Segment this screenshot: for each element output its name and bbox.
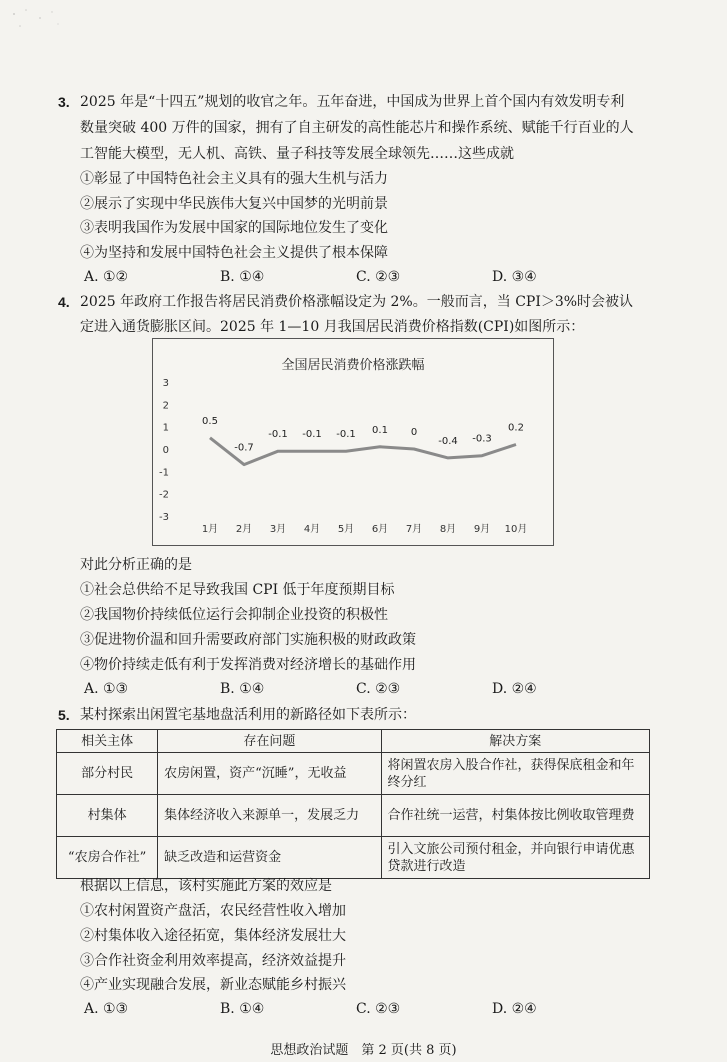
option-b[interactable]: B. ①④: [220, 1001, 265, 1017]
table-cell: 集体经济收入来源单一，发展乏力: [158, 795, 381, 837]
y-axis: [159, 378, 169, 523]
statement: ②展示了实现中华民族伟大复兴中国梦的光明前景: [80, 196, 388, 212]
statement: ②村集体收入途径拓宽，集体经济发展壮大: [80, 928, 346, 944]
option-a[interactable]: A. ①③: [84, 681, 129, 697]
data-label: 0.1: [372, 424, 388, 436]
x-tick-label: 8月: [439, 524, 457, 535]
y-tick-label: 2: [162, 400, 169, 412]
x-tick-label: 6月: [371, 524, 389, 535]
table-row: [57, 837, 650, 879]
table-header: 解决方案: [381, 730, 649, 753]
x-tick-label: 2月: [235, 524, 253, 535]
table-header: 相关主体: [57, 730, 158, 753]
table-cell: “农房合作社”: [57, 837, 158, 879]
data-label: 0.2: [508, 422, 524, 434]
question-text-line: 数量突破 400 万件的国家，拥有了自主研发的高性能芯片和操作系统、赋能千行百业的人: [80, 120, 634, 136]
cpi-chart: [152, 338, 554, 546]
page-footer: 思想政治试题 第 2 页(共 8 页): [270, 1043, 457, 1058]
option-c[interactable]: C. ②③: [356, 681, 401, 697]
statement: ③表明我国作为发展中国家的国际地位发生了变化: [80, 220, 388, 236]
option-b[interactable]: B. ①④: [220, 681, 265, 697]
y-tick-label: 3: [162, 378, 169, 389]
x-tick-label: 4月: [303, 524, 321, 535]
question-text-line: 定进入通货膨胀区间。2025 年 1—10 月我国居民消费价格指数(CPI)如图所示：: [80, 319, 585, 335]
table-cell: 引入文旅公司预付租金，并向银行申请优惠贷款进行改造: [381, 837, 649, 879]
question-text-line: 某村探索出闲置宅基地盘活利用的新路径如下表所示：: [80, 707, 416, 723]
y-tick-label: 1: [162, 422, 169, 434]
x-tick-label: 3月: [269, 524, 287, 535]
data-label: -0.3: [472, 433, 492, 445]
statement: ①彰显了中国特色社会主义具有的强大生机与活力: [80, 171, 388, 187]
x-axis: [202, 523, 528, 535]
option-b[interactable]: B. ①④: [220, 269, 265, 285]
option-c[interactable]: C. ②③: [356, 269, 401, 285]
statement: ④物价持续走低有利于发挥消费对经济增长的基础作用: [80, 657, 416, 673]
statement: ①社会总供给不足导致我国 CPI 低于年度预期目标: [80, 582, 395, 598]
table-cell: 将闲置农房入股合作社，获得保底租金和年终分红: [381, 753, 649, 795]
data-label: -0.1: [336, 429, 356, 441]
table-cell: 缺乏改造和运营资金: [158, 837, 381, 879]
data-label: 0: [410, 427, 418, 438]
data-label: -0.7: [234, 442, 254, 454]
table-cell: 农房闲置，资产“沉睡”，无收益: [158, 753, 381, 795]
x-tick-label: 7月: [405, 524, 423, 535]
y-tick-label: -1: [159, 467, 169, 479]
data-label: -0.1: [302, 429, 322, 441]
option-d[interactable]: D. ③④: [492, 269, 537, 285]
statement: ④为坚持和发展中国特色社会主义提供了根本保障: [80, 245, 388, 261]
option-d[interactable]: D. ②④: [492, 681, 537, 697]
question-prompt: 对此分析正确的是: [80, 557, 192, 573]
question-number: 4.: [58, 294, 70, 310]
x-tick-label: 5月: [337, 524, 355, 535]
statement: ②我国物价持续低位运行会抑制企业投资的积极性: [80, 607, 388, 623]
option-c[interactable]: C. ②③: [356, 1001, 401, 1017]
statement: ①农村闲置资产盘活，农民经营性收入增加: [80, 903, 346, 919]
question-text-line: 工智能大模型，无人机、高铁、量子科技等发展全球领先……这些成就: [80, 146, 514, 162]
statement: ③合作社资金利用效率提高，经济效益提升: [80, 953, 346, 969]
question-number: 3.: [58, 94, 70, 110]
scan-noise: [6, 4, 66, 34]
statement: ③促进物价温和回升需要政府部门实施积极的财政政策: [80, 632, 416, 648]
table-cell: 村集体: [57, 795, 158, 837]
table-row: [57, 795, 650, 837]
table-header-row: [57, 730, 650, 753]
data-label: -0.1: [268, 429, 288, 441]
policy-table: [56, 729, 650, 879]
table-cell: 部分村民: [57, 753, 158, 795]
chart-title: 全国居民消费价格涨跌幅: [281, 358, 425, 373]
question-number: 5.: [58, 707, 70, 723]
option-a[interactable]: A. ①③: [84, 1001, 129, 1017]
option-d[interactable]: D. ②④: [492, 1001, 537, 1017]
option-a[interactable]: A. ①②: [84, 269, 129, 285]
data-label: 0.5: [202, 415, 218, 427]
x-tick-label: 10月: [504, 524, 528, 535]
table-row: [57, 753, 650, 795]
y-tick-label: -3: [159, 512, 169, 523]
data-label: -0.4: [438, 435, 458, 447]
statement: ④产业实现融合发展，新业态赋能乡村振兴: [80, 977, 346, 993]
question-text-line: 2025 年政府工作报告将居民消费价格涨幅设定为 2%。一般而言，当 CPI＞3%时会被认: [80, 294, 634, 310]
question-prompt: 根据以上信息，该村实施此方案的效应是: [80, 878, 332, 894]
y-tick-label: 0: [162, 445, 169, 456]
table-header: 存在问题: [158, 730, 381, 753]
x-tick-label: 1月: [201, 524, 219, 535]
cpi-chart-svg: [153, 339, 553, 545]
x-tick-label: 9月: [473, 524, 491, 535]
table-cell: 合作社统一运营，村集体按比例收取管理费: [381, 795, 649, 837]
question-text-line: 2025 年是“十四五”规划的收官之年。五年奋进，中国成为世界上首个国内有效发明专利: [80, 94, 625, 110]
y-tick-label: -2: [159, 489, 169, 501]
